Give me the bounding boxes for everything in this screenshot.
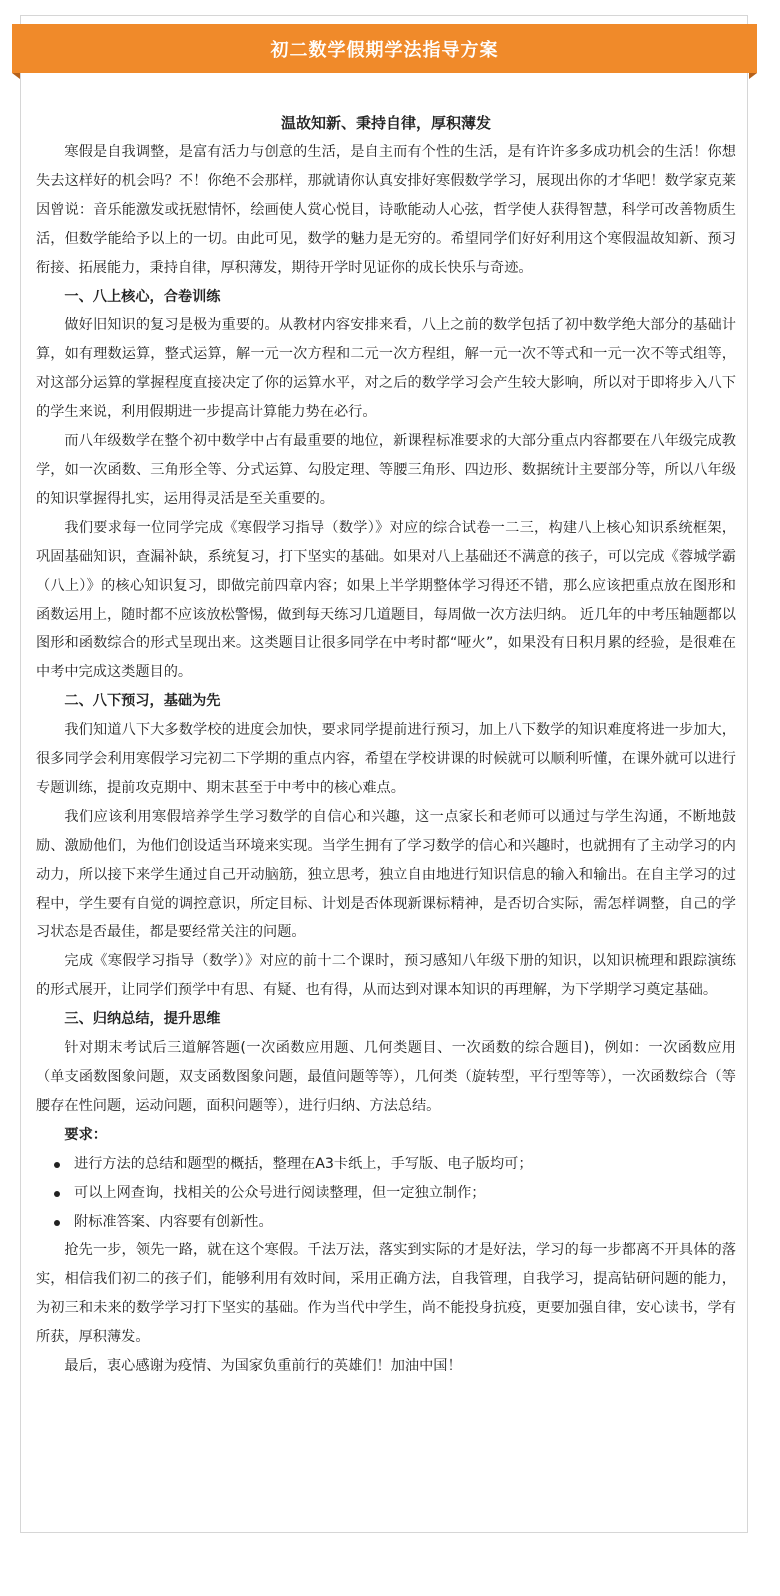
paragraph: 做好旧知识的复习是极为重要的。从教材内容安排来看，八上之前的数学包括了初中数学绝大部分的基础计算，如有理数运算，整式运算，解一元一次方程和二元一次方程组，解一元一次不等式和一元一次不等式组等，对这部分运算的掌握程度直接决定了你的运算水平，对之后的数学学习会产生较大影响，所以对于即将步入八下的学生来说，利用假期进一步提高计算能力势在必行。 bbox=[36, 317, 736, 421]
list-item bbox=[36, 1208, 736, 1237]
banner-fold-right bbox=[749, 73, 757, 79]
list-item bbox=[36, 1150, 736, 1179]
article-body bbox=[36, 108, 736, 1381]
list-item-text: 附标准答案、内容要有创新性。 bbox=[74, 1213, 273, 1230]
bullet-icon bbox=[54, 1220, 60, 1226]
page-title: 初二数学假期学法指导方案 bbox=[270, 39, 499, 61]
paragraph: 针对期末考试后三道解答题(一次函数应用题、几何类题目、一次函数的综合题目)，例如：一次函数应用（单支函数图象问题，双支函数图象问题，最值问题等等），几何类（旋转型，平行型等等），一次函数综合（等腰存在性问题，运动问题，面积问题等），进行归纳、方法总结。 bbox=[36, 1040, 736, 1114]
paragraph: 完成《寒假学习指导（数学）》对应的前十二个课时，预习感知八年级下册的知识，以知识梳理和跟踪演练的形式展开，让同学们预学中有思、有疑、也有得，从而达到对课本知识的再理解，为下学期学习奠定基础。 bbox=[36, 953, 736, 999]
title-banner bbox=[12, 24, 757, 73]
intro-paragraph: 寒假是自我调整，是富有活力与创意的生活，是自主而有个性的生活，是有许许多多成功机会的生活！你想失去这样好的机会吗？不！你绝不会那样，那就请你认真安排好寒假数学学习，展现出你的才华吧！数学家克莱因曾说：音乐能激发或抚慰情怀，绘画使人赏心悦目，诗歌能动人心弦，哲学使人获得智慧，科学可改善物质生活，但数学能给予以上的一切。由此可见，数学的魅力是无穷的。希望同学们好好利用这个寒假温故知新、预习衔接、拓展能力，秉持自律，厚积薄发，期待开学时见证你的成长快乐与奇迹。 bbox=[36, 144, 736, 276]
paragraph: 我们知道八下大多数学校的进度会加快，要求同学提前进行预习，加上八下数学的知识难度将进一步加大，很多同学会利用寒假学习完初二下学期的重点内容，希望在学校讲课的时候就可以顺利听懂，在课外就可以进行专题训练，提前攻克期中、期末甚至于中考中的核心难点。 bbox=[36, 722, 736, 796]
paragraph: 我们要求每一位同学完成《寒假学习指导（数学）》对应的综合试卷一二三，构建八上核心知识系统框架，巩固基础知识，查漏补缺，系统复习，打下坚实的基础。如果对八上基础还不满意的孩子，可以完成《蓉城学霸（八上）》的核心知识复习，即做完前四章内容；如果上半学期整体学习得还不错，那么应该把重点放在图形和函数运用上，随时都不应该放松警惕，做到每天练习几道题目，每周做一次方法归纳。 近几年的中考压轴题都以图形和函数综合的形式呈现出来。这类题目让很多同学在中考时都“哑火”，如果没有日积月累的经验，是很难在中考中完成这类题目的。 bbox=[36, 519, 736, 681]
bullet-icon bbox=[54, 1162, 60, 1168]
article-subtitle: 温故知新、秉持自律，厚积薄发 bbox=[280, 114, 491, 132]
paragraph: 而八年级数学在整个初中数学中占有最重要的地位，新课程标准要求的大部分重点内容都要在八年级完成教学，如一次函数、三角形全等、分式运算、勾股定理、等腰三角形、四边形、数据统计主要部分等，所以八年级的知识掌握得扎实，运用得灵活是至关重要的。 bbox=[36, 433, 736, 507]
section-heading: 三、归纳总结，提升思维 bbox=[64, 1011, 221, 1028]
bullet-icon bbox=[54, 1191, 60, 1197]
list-item-text: 进行方法的总结和题型的概括，整理在A3卡纸上，手写版、电子版均可； bbox=[74, 1155, 533, 1172]
paragraph: 我们应该利用寒假培养学生学习数学的自信心和兴趣，这一点家长和老师可以通过与学生沟通，不断地鼓励、激励他们，为他们创设适当环境来实现。当学生拥有了学习数学的信心和兴趣时，也就拥有了主动学习的内动力，所以接下来学生通过自己开动脑筋，独立思考，独立自由地进行知识信息的输入和输出。在自主学习的过程中，学生要有自觉的调控意识，所定目标、计划是否体现新课标精神，是否切合实际，需怎样调整，自己的学习状态是否最佳，都是要经常关注的问题。 bbox=[36, 808, 736, 941]
list-item-text: 可以上网查询，找相关的公众号进行阅读整理，但一定独立制作； bbox=[74, 1184, 486, 1201]
paragraph: 抢先一步，领先一路，就在这个寒假。千法万法，落实到实际的才是好法，学习的每一步都离不开具体的落实，相信我们初二的孩子们，能够利用有效时间，采用正确方法，自我管理，自我学习，提高钻研问题的能力，为初三和未来的数学学习打下坚实的基础。作为当代中学生，尚不能投身抗疫，更要加强自律，安心读书，学有所获，厚积薄发。 bbox=[36, 1242, 736, 1346]
requirements-label: 要求： bbox=[64, 1126, 107, 1143]
list-item bbox=[36, 1179, 736, 1208]
banner-fold-left bbox=[12, 73, 20, 79]
closing-paragraph: 最后，衷心感谢为疫情、为国家负重前行的英雄们！加油中国！ bbox=[64, 1358, 462, 1375]
section-heading: 一、八上核心，合卷训练 bbox=[64, 288, 221, 305]
section-heading: 二、八下预习，基础为先 bbox=[64, 693, 221, 710]
requirements-list bbox=[36, 1150, 736, 1237]
